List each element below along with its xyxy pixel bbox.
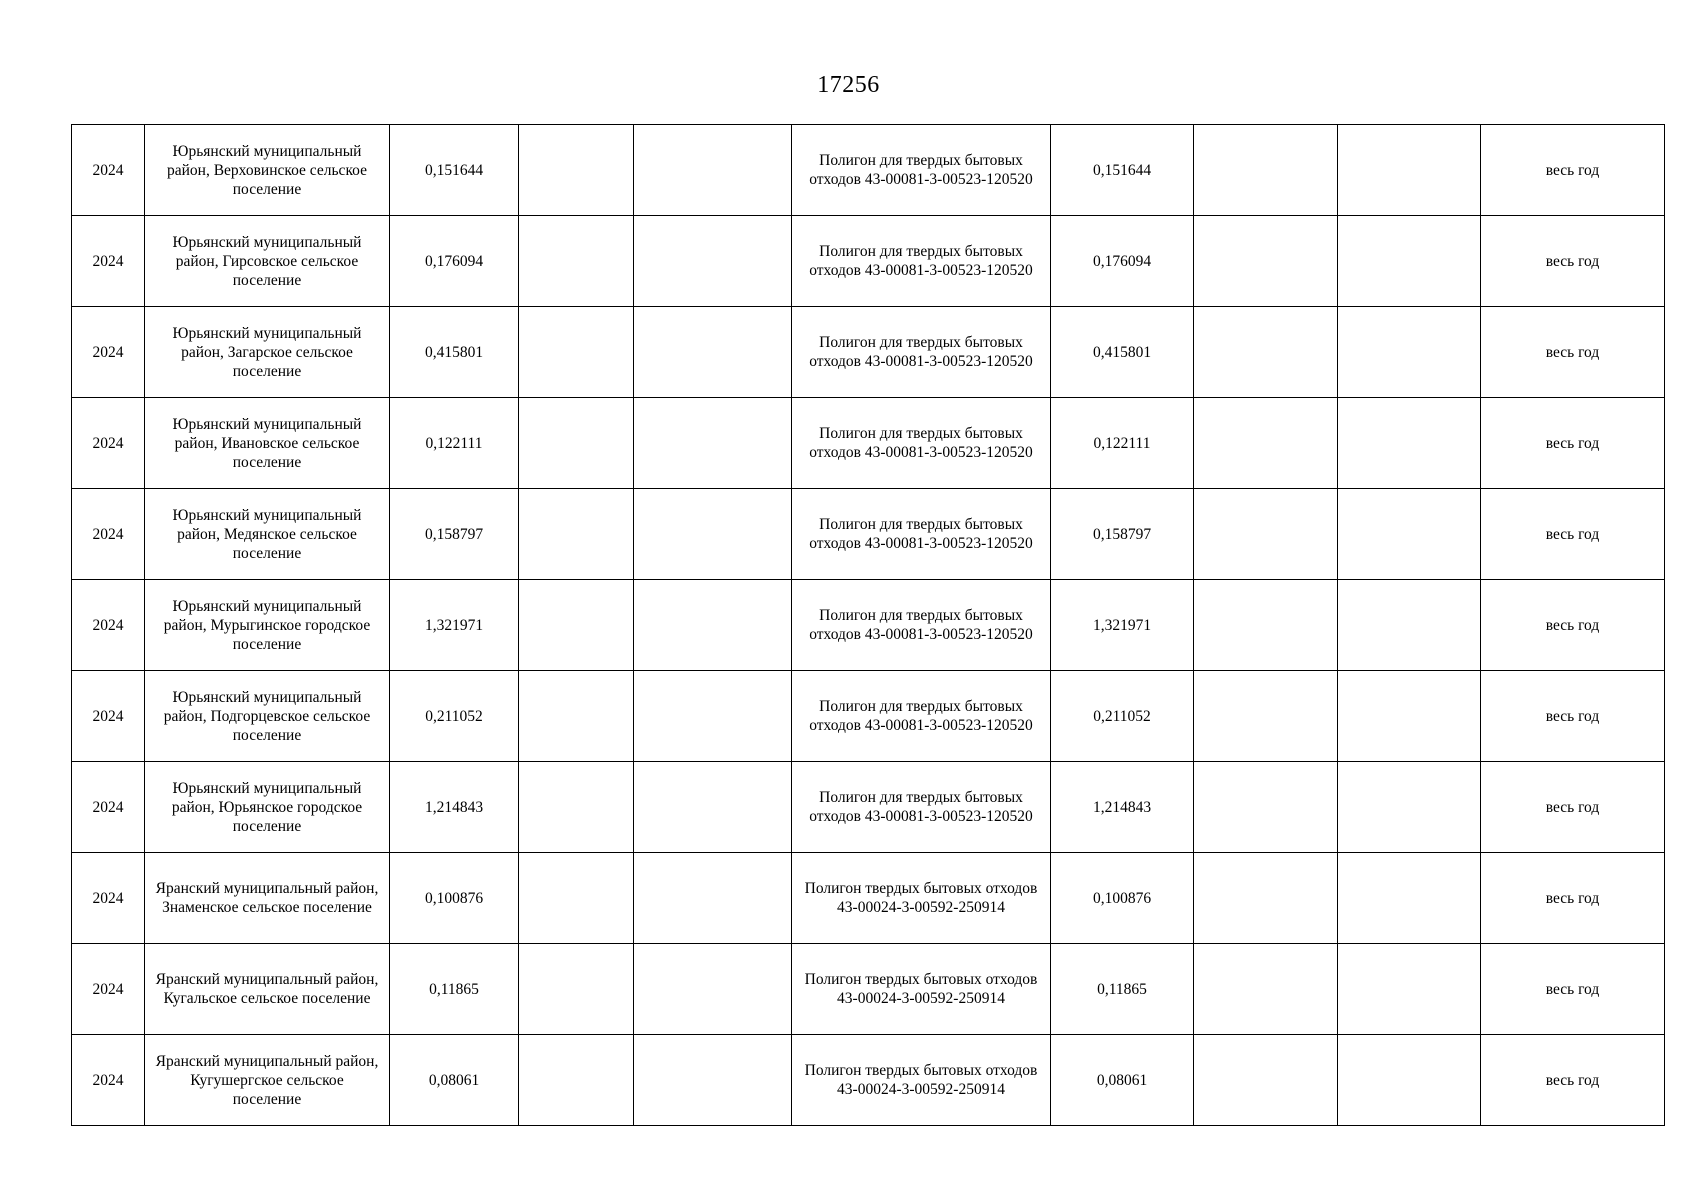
year-cell: 2024 [72, 671, 145, 762]
empty-cell-col8 [1194, 762, 1338, 853]
table-row [72, 671, 1665, 762]
volume-cell: 0,211052 [390, 671, 519, 762]
empty-cell-col5 [634, 307, 792, 398]
volume-cell: 1,214843 [390, 762, 519, 853]
empty-cell-col5 [634, 762, 792, 853]
facility-cell: Полигон для твердых бытовых отходов 43-00081-3-00523-120520 [792, 125, 1051, 216]
year-cell: 2024 [72, 125, 145, 216]
year-cell: 2024 [72, 853, 145, 944]
table-row [72, 580, 1665, 671]
empty-cell-col9 [1338, 307, 1481, 398]
period-cell: весь год [1481, 580, 1665, 671]
empty-cell-col8 [1194, 307, 1338, 398]
empty-cell-col4 [519, 671, 634, 762]
empty-cell-col9 [1338, 762, 1481, 853]
empty-cell-col4 [519, 216, 634, 307]
volume-cell: 0,158797 [390, 489, 519, 580]
municipality-cell: Юрьянский муниципальный район, Ивановское сельское поселение [145, 398, 390, 489]
volume-to-facility-cell: 0,176094 [1051, 216, 1194, 307]
volume-to-facility-cell: 0,415801 [1051, 307, 1194, 398]
empty-cell-col9 [1338, 671, 1481, 762]
table-row [72, 398, 1665, 489]
table-row [72, 307, 1665, 398]
volume-to-facility-cell: 0,100876 [1051, 853, 1194, 944]
table-row [72, 489, 1665, 580]
empty-cell-col5 [634, 125, 792, 216]
empty-cell-col4 [519, 944, 634, 1035]
period-cell: весь год [1481, 125, 1665, 216]
empty-cell-col4 [519, 125, 634, 216]
municipality-cell: Яранский муниципальный район, Кугушергское сельское поселение [145, 1035, 390, 1126]
municipality-cell: Юрьянский муниципальный район, Гирсовское сельское поселение [145, 216, 390, 307]
empty-cell-col5 [634, 580, 792, 671]
municipality-cell: Юрьянский муниципальный район, Верховинское сельское поселение [145, 125, 390, 216]
facility-cell: Полигон для твердых бытовых отходов 43-00081-3-00523-120520 [792, 489, 1051, 580]
empty-cell-col5 [634, 1035, 792, 1126]
year-cell: 2024 [72, 1035, 145, 1126]
volume-cell: 0,100876 [390, 853, 519, 944]
volume-to-facility-cell: 0,122111 [1051, 398, 1194, 489]
empty-cell-col8 [1194, 489, 1338, 580]
empty-cell-col4 [519, 580, 634, 671]
municipality-cell: Юрьянский муниципальный район, Мурыгинское городское поселение [145, 580, 390, 671]
volume-to-facility-cell: 0,211052 [1051, 671, 1194, 762]
empty-cell-col9 [1338, 125, 1481, 216]
period-cell: весь год [1481, 762, 1665, 853]
empty-cell-col9 [1338, 398, 1481, 489]
year-cell: 2024 [72, 944, 145, 1035]
facility-cell: Полигон для твердых бытовых отходов 43-00081-3-00523-120520 [792, 762, 1051, 853]
volume-cell: 0,415801 [390, 307, 519, 398]
empty-cell-col5 [634, 398, 792, 489]
volume-to-facility-cell: 0,11865 [1051, 944, 1194, 1035]
table-row [72, 762, 1665, 853]
year-cell: 2024 [72, 398, 145, 489]
empty-cell-col5 [634, 671, 792, 762]
volume-to-facility-cell: 0,151644 [1051, 125, 1194, 216]
empty-cell-col5 [634, 489, 792, 580]
waste-flow-table [71, 124, 1665, 1126]
municipality-cell: Яранский муниципальный район, Знаменское сельское поселение [145, 853, 390, 944]
empty-cell-col9 [1338, 216, 1481, 307]
year-cell: 2024 [72, 580, 145, 671]
empty-cell-col5 [634, 853, 792, 944]
municipality-cell: Яранский муниципальный район, Кугальское сельское поселение [145, 944, 390, 1035]
empty-cell-col8 [1194, 580, 1338, 671]
year-cell: 2024 [72, 489, 145, 580]
empty-cell-col8 [1194, 853, 1338, 944]
volume-cell: 1,321971 [390, 580, 519, 671]
municipality-cell: Юрьянский муниципальный район, Загарское сельское поселение [145, 307, 390, 398]
year-cell: 2024 [72, 307, 145, 398]
empty-cell-col5 [634, 216, 792, 307]
facility-cell: Полигон твердых бытовых отходов 43-00024-3-00592-250914 [792, 944, 1051, 1035]
period-cell: весь год [1481, 489, 1665, 580]
facility-cell: Полигон для твердых бытовых отходов 43-00081-3-00523-120520 [792, 580, 1051, 671]
empty-cell-col9 [1338, 1035, 1481, 1126]
facility-cell: Полигон для твердых бытовых отходов 43-00081-3-00523-120520 [792, 216, 1051, 307]
volume-to-facility-cell: 1,214843 [1051, 762, 1194, 853]
table-row [72, 216, 1665, 307]
table-row [72, 1035, 1665, 1126]
empty-cell-col4 [519, 762, 634, 853]
empty-cell-col8 [1194, 216, 1338, 307]
facility-cell: Полигон для твердых бытовых отходов 43-00081-3-00523-120520 [792, 307, 1051, 398]
page-number: 17256 [817, 72, 880, 98]
volume-cell: 0,11865 [390, 944, 519, 1035]
volume-cell: 0,151644 [390, 125, 519, 216]
empty-cell-col9 [1338, 944, 1481, 1035]
facility-cell: Полигон твердых бытовых отходов 43-00024-3-00592-250914 [792, 1035, 1051, 1126]
year-cell: 2024 [72, 762, 145, 853]
empty-cell-col9 [1338, 489, 1481, 580]
empty-cell-col8 [1194, 125, 1338, 216]
facility-cell: Полигон для твердых бытовых отходов 43-00081-3-00523-120520 [792, 671, 1051, 762]
empty-cell-col4 [519, 398, 634, 489]
table-body [72, 125, 1665, 1126]
period-cell: весь год [1481, 307, 1665, 398]
period-cell: весь год [1481, 671, 1665, 762]
volume-cell: 0,176094 [390, 216, 519, 307]
empty-cell-col5 [634, 944, 792, 1035]
period-cell: весь год [1481, 853, 1665, 944]
municipality-cell: Юрьянский муниципальный район, Юрьянское городское поселение [145, 762, 390, 853]
volume-to-facility-cell: 1,321971 [1051, 580, 1194, 671]
empty-cell-col4 [519, 489, 634, 580]
municipality-cell: Юрьянский муниципальный район, Подгорцевское сельское поселение [145, 671, 390, 762]
empty-cell-col8 [1194, 1035, 1338, 1126]
period-cell: весь год [1481, 944, 1665, 1035]
period-cell: весь год [1481, 216, 1665, 307]
empty-cell-col4 [519, 1035, 634, 1126]
volume-cell: 0,122111 [390, 398, 519, 489]
period-cell: весь год [1481, 1035, 1665, 1126]
table-row [72, 125, 1665, 216]
table-row [72, 944, 1665, 1035]
volume-to-facility-cell: 0,158797 [1051, 489, 1194, 580]
empty-cell-col8 [1194, 944, 1338, 1035]
facility-cell: Полигон твердых бытовых отходов 43-00024-3-00592-250914 [792, 853, 1051, 944]
empty-cell-col4 [519, 307, 634, 398]
year-cell: 2024 [72, 216, 145, 307]
period-cell: весь год [1481, 398, 1665, 489]
empty-cell-col8 [1194, 398, 1338, 489]
empty-cell-col9 [1338, 580, 1481, 671]
empty-cell-col9 [1338, 853, 1481, 944]
table-row [72, 853, 1665, 944]
volume-to-facility-cell: 0,08061 [1051, 1035, 1194, 1126]
volume-cell: 0,08061 [390, 1035, 519, 1126]
municipality-cell: Юрьянский муниципальный район, Медянское сельское поселение [145, 489, 390, 580]
empty-cell-col8 [1194, 671, 1338, 762]
facility-cell: Полигон для твердых бытовых отходов 43-00081-3-00523-120520 [792, 398, 1051, 489]
empty-cell-col4 [519, 853, 634, 944]
